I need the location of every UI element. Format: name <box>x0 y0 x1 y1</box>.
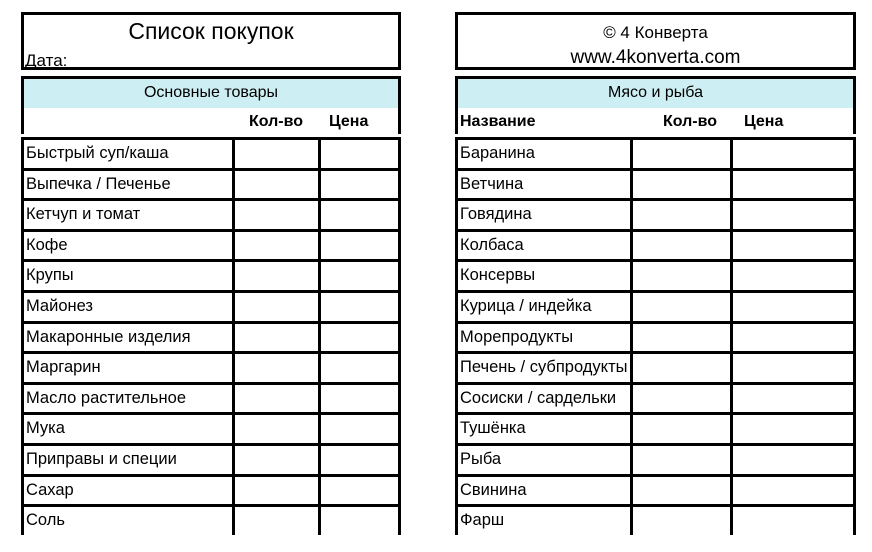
price-cell[interactable] <box>318 415 321 443</box>
price-cell[interactable] <box>318 201 321 229</box>
price-cell[interactable] <box>730 171 733 199</box>
list-row <box>21 198 401 229</box>
item-name: Сосиски / сардельки <box>460 388 617 407</box>
price-cell[interactable] <box>318 477 321 505</box>
list-row <box>455 259 856 290</box>
list-row <box>455 474 856 505</box>
price-cell[interactable] <box>318 446 321 474</box>
qty-cell[interactable] <box>232 201 235 229</box>
qty-cell[interactable] <box>630 507 633 535</box>
price-cell[interactable] <box>318 354 321 382</box>
price-cell[interactable] <box>730 232 733 260</box>
qty-cell[interactable] <box>630 354 633 382</box>
qty-cell[interactable] <box>630 446 633 474</box>
item-name: Маргарин <box>26 358 101 377</box>
item-name: Фарш <box>460 511 505 530</box>
qty-cell[interactable] <box>232 324 235 352</box>
qty-cell[interactable] <box>232 477 235 505</box>
item-name: Крупы <box>26 266 74 285</box>
qty-cell[interactable] <box>232 385 235 413</box>
qty-cell[interactable] <box>630 262 633 290</box>
item-name: Морепродукты <box>460 327 574 346</box>
item-name: Сахар <box>26 480 74 499</box>
item-rows <box>21 137 401 535</box>
name-column-header: Название <box>460 113 536 130</box>
list-row <box>21 504 401 535</box>
qty-cell[interactable] <box>630 140 633 168</box>
brand-header <box>455 12 856 70</box>
list-row <box>455 198 856 229</box>
item-name: Говядина <box>460 205 532 224</box>
list-row <box>455 229 856 260</box>
qty-cell[interactable] <box>630 171 633 199</box>
list-row <box>455 351 856 382</box>
item-name: Приправы и специи <box>26 449 177 468</box>
qty-cell[interactable] <box>232 171 235 199</box>
list-row <box>455 382 856 413</box>
qty-cell[interactable] <box>232 354 235 382</box>
price-cell[interactable] <box>730 507 733 535</box>
basic-goods-list <box>21 12 401 552</box>
item-rows <box>455 137 856 535</box>
column-headers <box>21 108 401 134</box>
price-cell[interactable] <box>730 201 733 229</box>
qty-cell[interactable] <box>232 262 235 290</box>
item-name: Курица / индейка <box>460 296 592 315</box>
list-row <box>455 443 856 474</box>
column-headers <box>455 108 856 134</box>
item-name: Свинина <box>460 480 527 499</box>
price-cell[interactable] <box>318 324 321 352</box>
item-name: Масло растительное <box>26 388 186 407</box>
item-name: Майонез <box>26 296 93 315</box>
qty-cell[interactable] <box>232 507 235 535</box>
price-cell[interactable] <box>730 385 733 413</box>
item-name: Кетчуп и томат <box>26 205 141 224</box>
qty-cell[interactable] <box>630 477 633 505</box>
qty-cell[interactable] <box>630 385 633 413</box>
item-name: Выпечка / Печенье <box>26 174 171 193</box>
item-name: Макаронные изделия <box>26 327 191 346</box>
category-header-meat: Мясо и рыба <box>455 76 856 108</box>
price-cell[interactable] <box>730 354 733 382</box>
item-name: Мука <box>26 419 65 438</box>
list-row <box>455 290 856 321</box>
item-name: Соль <box>26 511 65 530</box>
price-cell[interactable] <box>318 140 321 168</box>
list-row <box>21 474 401 505</box>
qty-cell[interactable] <box>232 293 235 321</box>
item-name: Рыба <box>460 449 502 468</box>
list-row <box>21 412 401 443</box>
list-row <box>21 382 401 413</box>
qty-cell[interactable] <box>630 324 633 352</box>
price-cell[interactable] <box>730 415 733 443</box>
list-header <box>21 12 401 70</box>
price-cell[interactable] <box>730 140 733 168</box>
price-cell[interactable] <box>730 293 733 321</box>
brand-name: © 4 Конверта <box>603 23 708 42</box>
price-column-header: Цена <box>744 113 784 130</box>
list-row <box>21 443 401 474</box>
category-header-basic: Основные товары <box>21 76 401 108</box>
price-cell[interactable] <box>730 324 733 352</box>
item-name: Колбаса <box>460 235 524 254</box>
list-row <box>21 259 401 290</box>
qty-cell[interactable] <box>232 232 235 260</box>
list-row <box>455 321 856 352</box>
price-cell[interactable] <box>318 507 321 535</box>
price-cell[interactable] <box>730 477 733 505</box>
list-row <box>21 351 401 382</box>
list-row <box>21 229 401 260</box>
list-row <box>455 504 856 535</box>
list-title: Список покупок <box>128 18 294 44</box>
price-cell[interactable] <box>318 232 321 260</box>
website-url: www.4konverta.com <box>570 47 741 68</box>
date-label: Дата: <box>25 51 68 70</box>
item-name: Быстрый суп/каша <box>26 144 169 162</box>
price-cell[interactable] <box>730 446 733 474</box>
price-cell[interactable] <box>318 385 321 413</box>
list-row <box>455 168 856 199</box>
price-cell[interactable] <box>730 262 733 290</box>
list-row <box>455 137 856 168</box>
qty-cell[interactable] <box>232 415 235 443</box>
qty-cell[interactable] <box>232 446 235 474</box>
item-name: Ветчина <box>460 174 524 193</box>
qty-cell[interactable] <box>630 415 633 443</box>
item-name: Консервы <box>460 266 536 285</box>
qty-column-header: Кол-во <box>663 113 718 130</box>
qty-cell[interactable] <box>630 232 633 260</box>
price-column-header: Цена <box>329 113 369 130</box>
list-row <box>21 137 401 168</box>
qty-column-header: Кол-во <box>249 113 304 130</box>
price-cell[interactable] <box>318 262 321 290</box>
meat-fish-list <box>455 12 856 552</box>
qty-cell[interactable] <box>630 293 633 321</box>
list-row <box>21 321 401 352</box>
price-cell[interactable] <box>318 293 321 321</box>
qty-cell[interactable] <box>630 201 633 229</box>
item-name: Кофе <box>26 235 68 254</box>
list-row <box>21 168 401 199</box>
price-cell[interactable] <box>318 171 321 199</box>
item-name: Баранина <box>460 144 535 162</box>
qty-cell[interactable] <box>232 140 235 168</box>
list-row <box>455 412 856 443</box>
item-name: Тушёнка <box>460 419 526 438</box>
list-row <box>21 290 401 321</box>
item-name: Печень / субпродукты <box>460 358 628 377</box>
